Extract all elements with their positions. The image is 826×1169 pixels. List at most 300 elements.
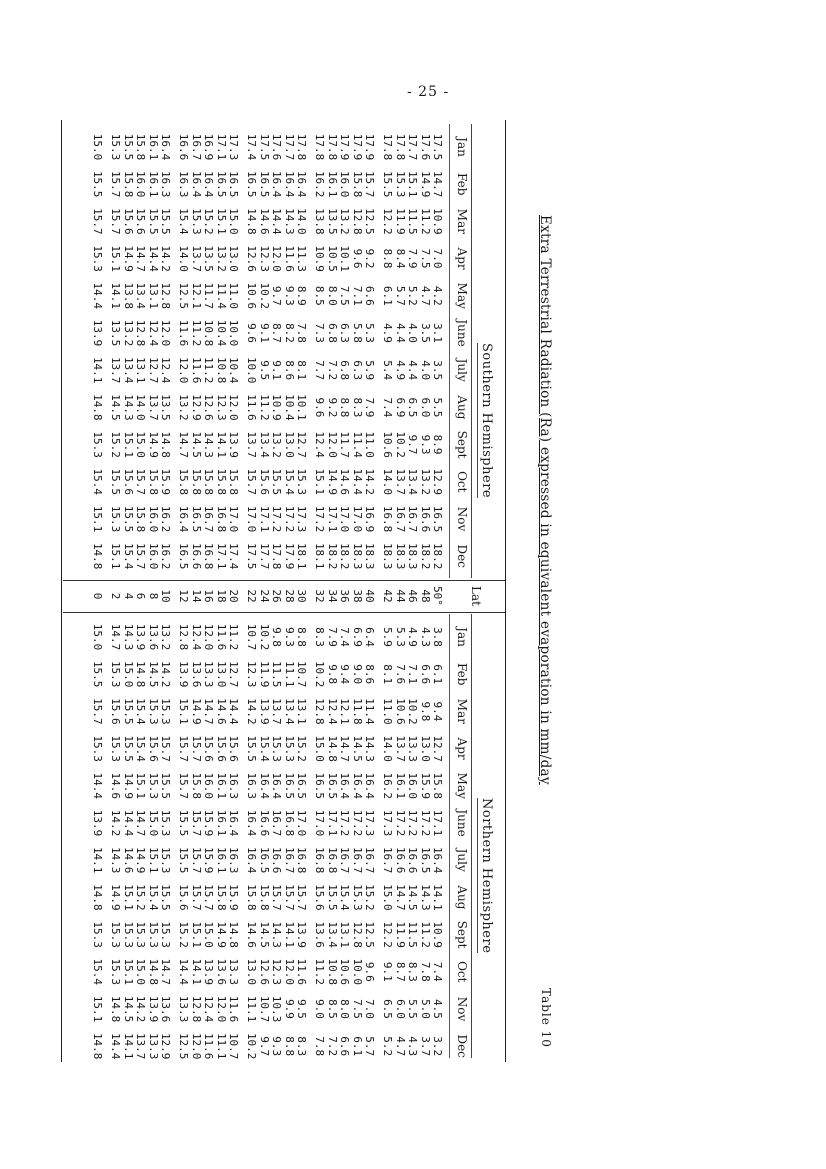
south-value-cell: 4.0 (418, 360, 432, 381)
north-value-cell: 6.1 (431, 664, 444, 685)
north-value-cell: 15.0 (134, 958, 148, 986)
south-month-header: Nov (455, 506, 469, 532)
north-value-cell: 16.4 (431, 846, 444, 874)
south-value-cell: 15.1 (91, 505, 104, 533)
north-value-cell: 9.8 (270, 627, 284, 647)
south-value-cell: 15.7 (245, 468, 259, 496)
south-value-cell: 14.0 (134, 394, 148, 421)
south-value-cell: 14.8 (91, 394, 104, 421)
north-value-cell: 9.8 (325, 664, 339, 685)
north-value-cell: 16.5 (418, 846, 432, 874)
north-value-cell: 15.8 (245, 884, 259, 911)
north-value-cell: 8.1 (381, 664, 395, 685)
north-value-cell: 14.7 (134, 809, 148, 837)
south-value-cell: 17.4 (227, 542, 240, 570)
south-value-cell: 12.7 (146, 356, 160, 384)
north-value-cell: 7.8 (313, 1036, 327, 1057)
north-value-cell: 14.2 (245, 698, 259, 725)
south-value-cell: 8.8 (338, 397, 352, 418)
north-value-cell: 17.2 (338, 809, 352, 837)
south-value-cell: 3.5 (418, 323, 432, 343)
south-value-cell: 8.4 (393, 248, 407, 269)
north-value-cell: 12.4 (202, 995, 216, 1023)
south-value-cell: 17.7 (282, 133, 296, 161)
south-value-cell: 15.9 (159, 468, 172, 496)
north-value-cell: 16.0 (202, 772, 216, 800)
north-value-cell: 11.8 (350, 698, 364, 725)
latitude-cell: 16 (202, 589, 216, 603)
north-value-cell: 15.1 (121, 958, 135, 986)
north-value-cell: 13.6 (189, 660, 203, 688)
latitude-cell: 36 (338, 589, 352, 603)
north-value-cell: 15.1 (189, 921, 203, 948)
south-value-cell: 14.0 (295, 208, 308, 235)
south-value-cell: 12.8 (350, 208, 364, 235)
north-value-cell: 13.2 (159, 623, 172, 651)
north-value-cell: 16.8 (313, 846, 327, 874)
south-value-cell: 16.8 (202, 542, 216, 570)
south-value-cell: 13.5 (159, 394, 172, 421)
north-value-cell: 8.3 (406, 961, 420, 982)
south-value-cell: 13.7 (146, 394, 160, 421)
north-value-cell: 14.3 (418, 884, 432, 911)
south-value-cell: 16.4 (189, 170, 203, 198)
north-value-cell: 14.8 (91, 884, 104, 911)
south-value-cell: 12.6 (245, 245, 259, 272)
north-value-cell: 15.9 (202, 809, 216, 837)
north-value-cell: 14.1 (91, 846, 104, 874)
north-value-cell: 13.9 (295, 921, 308, 948)
south-value-cell: 13.4 (121, 356, 135, 384)
north-value-cell: 14.4 (109, 1032, 123, 1060)
south-value-cell: 15.6 (121, 468, 135, 496)
south-value-cell: 16.5 (245, 170, 259, 198)
south-value-cell: 16.0 (146, 505, 160, 533)
north-value-cell: 7.0 (363, 999, 376, 1019)
south-value-cell: 16.1 (146, 133, 160, 161)
north-value-cell: 14.3 (363, 735, 376, 762)
south-value-cell: 15.5 (121, 133, 135, 161)
north-value-cell: 15.3 (109, 958, 123, 986)
south-value-cell: 11.0 (363, 431, 376, 458)
north-value-cell: 17.1 (431, 809, 444, 837)
south-value-cell: 7.5 (418, 248, 432, 269)
south-value-cell: 17.9 (350, 133, 364, 161)
north-value-cell: 14.9 (109, 884, 123, 911)
latitude-cell: 26 (270, 589, 284, 603)
south-value-cell: 13.7 (109, 356, 123, 384)
south-value-cell: 11.2 (202, 356, 216, 384)
south-value-cell: 16.4 (202, 170, 216, 198)
north-value-cell: 13.3 (146, 1032, 160, 1060)
south-value-cell: 13.2 (270, 431, 284, 458)
north-value-cell: 14.6 (245, 921, 259, 948)
north-value-cell: 16.6 (406, 846, 420, 874)
north-value-cell: 15.4 (338, 884, 352, 911)
south-value-cell: 15.4 (177, 208, 191, 235)
south-value-cell: 13.0 (227, 245, 240, 272)
north-value-cell: 15.4 (91, 958, 104, 986)
south-value-cell: 16.9 (202, 133, 216, 161)
north-value-cell: 14.4 (91, 772, 104, 800)
north-value-cell: 13.0 (418, 735, 432, 762)
north-value-cell: 17.2 (350, 809, 364, 837)
north-value-cell: 8.7 (393, 961, 407, 982)
north-value-cell: 16.7 (363, 846, 376, 874)
north-value-cell: 15.2 (295, 735, 308, 762)
north-value-cell: 16.8 (295, 846, 308, 874)
south-value-cell: 12.2 (381, 208, 395, 235)
north-value-cell: 5.7 (363, 1036, 376, 1057)
north-month-header: Dec (455, 1034, 469, 1058)
north-value-cell: 11.9 (257, 660, 271, 688)
latitude-cell: 6 (134, 592, 148, 600)
north-value-cell: 13.9 (177, 660, 191, 688)
radiation-table (61, 120, 506, 1062)
south-value-cell: 14.9 (146, 431, 160, 458)
north-value-cell: 13.9 (134, 623, 148, 651)
south-value-cell: 15.7 (363, 170, 376, 198)
north-value-cell: 16.6 (257, 809, 271, 837)
north-value-cell: 10.7 (245, 623, 259, 651)
south-value-cell: 13.4 (134, 282, 148, 310)
north-value-cell: 13.7 (393, 735, 407, 762)
south-value-cell: 13.5 (202, 245, 216, 272)
south-value-cell: 17.0 (338, 505, 352, 533)
north-value-cell: 16.3 (227, 846, 240, 874)
north-value-cell: 16.5 (313, 772, 327, 800)
south-value-cell: 16.5 (227, 170, 240, 198)
north-value-cell: 16.7 (381, 846, 395, 874)
north-value-cell: 15.3 (146, 921, 160, 948)
south-value-cell: 13.5 (325, 208, 339, 235)
south-value-cell: 16.5 (189, 505, 203, 533)
south-value-cell: 12.0 (325, 431, 339, 458)
north-value-cell: 6.6 (338, 1036, 352, 1057)
north-value-cell: 14.1 (121, 1032, 135, 1060)
south-value-cell: 11.6 (282, 245, 296, 272)
south-value-cell: 10.1 (338, 245, 352, 272)
south-value-cell: 11.5 (406, 208, 420, 235)
south-value-cell: 15.1 (121, 431, 135, 458)
north-month-header: June (455, 809, 469, 837)
north-value-cell: 6.1 (350, 1036, 364, 1057)
south-value-cell: 17.2 (270, 505, 284, 533)
south-value-cell: 17.1 (214, 133, 228, 161)
south-value-cell: 15.2 (109, 431, 123, 458)
latitude-cell: 34 (325, 589, 339, 603)
south-value-cell: 17.1 (214, 542, 228, 570)
south-value-cell: 15.3 (91, 431, 104, 458)
south-value-cell: 5.4 (381, 360, 395, 381)
south-value-cell: 17.1 (257, 505, 271, 533)
north-value-cell: 7.4 (431, 961, 444, 982)
south-value-cell: 15.6 (257, 468, 271, 496)
north-value-cell: 14.9 (134, 846, 148, 874)
north-month-header: Feb (455, 662, 469, 686)
south-value-cell: 14.7 (431, 170, 444, 198)
north-value-cell: 14.3 (121, 623, 135, 651)
north-value-cell: 9.5 (295, 999, 308, 1019)
south-value-cell: 5.7 (393, 285, 407, 306)
south-value-cell: 6.9 (393, 397, 407, 418)
north-value-cell: 15.8 (431, 772, 444, 800)
north-value-cell: 8.3 (313, 627, 327, 647)
north-value-cell: 8.6 (363, 664, 376, 685)
south-month-header: Sept (455, 430, 469, 459)
north-value-cell: 15.6 (227, 735, 240, 762)
north-value-cell: 9.9 (282, 999, 296, 1019)
north-value-cell: 14.7 (159, 958, 172, 986)
south-value-cell: 7.9 (363, 397, 376, 418)
south-value-cell: 14.6 (257, 208, 271, 235)
north-value-cell: 10.0 (350, 958, 364, 986)
south-value-cell: 15.1 (313, 468, 327, 496)
north-value-cell: 17.0 (313, 809, 327, 837)
north-value-cell: 15.3 (282, 735, 296, 762)
south-value-cell: 16.1 (325, 170, 339, 198)
south-value-cell: 11.3 (295, 245, 308, 272)
north-value-cell: 16.1 (214, 809, 228, 837)
north-value-cell: 15.3 (134, 921, 148, 948)
north-value-cell: 15.6 (177, 884, 191, 911)
north-value-cell: 14.6 (214, 698, 228, 725)
south-value-cell: 17.1 (325, 505, 339, 533)
south-value-cell: 8.8 (381, 248, 395, 269)
south-value-cell: 8.0 (325, 285, 339, 306)
north-value-cell: 13.7 (270, 698, 284, 725)
south-value-cell: 8.3 (350, 397, 364, 418)
north-value-cell: 10.6 (338, 958, 352, 986)
north-value-cell: 7.9 (325, 627, 339, 647)
north-value-cell: 13.6 (214, 958, 228, 986)
north-value-cell: 15.2 (134, 884, 148, 911)
south-value-cell: 12.3 (257, 245, 271, 272)
north-value-cell: 15.6 (146, 735, 160, 762)
south-value-cell: 13.1 (134, 356, 148, 384)
north-value-cell: 3.8 (431, 627, 444, 647)
south-value-cell: 16.2 (159, 542, 172, 570)
north-value-cell: 11.6 (295, 958, 308, 986)
north-value-cell: 15.3 (159, 809, 172, 837)
south-value-cell: 14.3 (202, 431, 216, 458)
north-value-cell: 15.1 (177, 698, 191, 725)
north-value-cell: 10.7 (295, 660, 308, 688)
south-value-cell: 15.7 (134, 468, 148, 496)
latitude-cell: 0 (91, 592, 104, 600)
south-value-cell: 15.2 (202, 208, 216, 235)
north-value-cell: 11.6 (214, 623, 228, 651)
north-value-cell: 14.9 (214, 921, 228, 948)
south-value-cell: 9.6 (245, 323, 259, 343)
south-value-cell: 16.4 (270, 170, 284, 198)
north-value-cell: 12.1 (338, 698, 352, 725)
south-value-cell: 15.8 (134, 505, 148, 533)
north-value-cell: 15.9 (418, 772, 432, 800)
south-value-cell: 5.9 (363, 360, 376, 381)
south-value-cell: 15.3 (393, 170, 407, 198)
south-value-cell: 14.9 (121, 245, 135, 272)
south-value-cell: 15.8 (350, 170, 364, 198)
north-value-cell: 10.2 (313, 660, 327, 688)
north-value-cell: 13.6 (313, 921, 327, 948)
north-value-cell: 15.3 (350, 884, 364, 911)
north-value-cell: 14.5 (146, 660, 160, 688)
south-value-cell: 8.6 (282, 360, 296, 381)
south-value-cell: 6.6 (363, 285, 376, 306)
south-value-cell: 18.2 (418, 542, 432, 570)
south-value-cell: 12.5 (177, 282, 191, 310)
north-value-cell: 12.4 (325, 698, 339, 725)
south-value-cell: 16.9 (363, 505, 376, 533)
north-value-cell: 15.7 (202, 884, 216, 911)
south-value-cell: 7.3 (313, 323, 327, 343)
south-value-cell: 11.7 (338, 431, 352, 458)
north-value-cell: 15.1 (121, 884, 135, 911)
north-value-cell: 10.9 (431, 921, 444, 948)
south-value-cell: 6.0 (418, 397, 432, 418)
south-value-cell: 10.6 (245, 282, 259, 310)
south-value-cell: 11.6 (245, 394, 259, 421)
south-value-cell: 5.2 (406, 285, 420, 306)
south-value-cell: 12.0 (227, 394, 240, 421)
south-value-cell: 10.9 (270, 394, 284, 421)
south-value-cell: 17.2 (282, 505, 296, 533)
south-value-cell: 11.2 (189, 319, 203, 347)
south-value-cell: 14.9 (418, 170, 432, 198)
north-value-cell: 17.3 (363, 809, 376, 837)
north-value-cell: 12.3 (245, 660, 259, 688)
north-value-cell: 15.5 (159, 884, 172, 911)
north-value-cell: 7.5 (350, 999, 364, 1019)
south-value-cell: 12.4 (159, 356, 172, 384)
north-value-cell: 9.4 (431, 701, 444, 722)
north-column-header-rule (449, 614, 450, 1058)
south-value-cell: 6.1 (381, 285, 395, 306)
south-value-cell: 8.5 (313, 285, 327, 306)
south-value-cell: 10.4 (282, 394, 296, 421)
north-value-cell: 13.1 (295, 698, 308, 725)
north-value-cell: 7.1 (406, 664, 420, 685)
north-value-cell: 12.4 (189, 623, 203, 651)
south-value-cell: 13.7 (189, 245, 203, 272)
north-value-cell: 16.4 (350, 772, 364, 800)
south-value-cell: 14.5 (189, 431, 203, 458)
south-value-cell: 5.8 (350, 323, 364, 343)
south-value-cell: 18.3 (406, 542, 420, 570)
latitude-cell: 50° (431, 586, 444, 606)
page-number: - 25 - (407, 84, 450, 100)
north-value-cell: 12.3 (270, 958, 284, 986)
south-value-cell: 4.2 (431, 285, 444, 306)
south-value-cell: 3.1 (431, 323, 444, 343)
south-value-cell: 15.3 (91, 245, 104, 272)
south-value-cell: 4.0 (406, 323, 420, 343)
north-value-cell: 16.4 (338, 772, 352, 800)
south-value-cell: 16.1 (146, 170, 160, 198)
south-value-cell: 15.3 (295, 468, 308, 496)
south-value-cell: 16.7 (189, 133, 203, 161)
south-value-cell: 11.4 (214, 282, 228, 310)
latitude-cell: 46 (406, 589, 420, 603)
north-value-cell: 12.2 (381, 921, 395, 948)
south-value-cell: 12.8 (159, 282, 172, 310)
south-column-header-rule (449, 124, 450, 578)
south-value-cell: 11.0 (227, 282, 240, 310)
north-value-cell: 16.5 (325, 772, 339, 800)
north-month-header: Sept (455, 920, 469, 949)
south-value-cell: 16.2 (313, 170, 327, 198)
north-value-cell: 15.7 (189, 809, 203, 837)
north-value-cell: 14.4 (121, 809, 135, 837)
south-value-cell: 17.9 (363, 133, 376, 161)
south-value-cell: 15.5 (146, 208, 160, 235)
table-header-band (506, 120, 566, 1062)
rotated-table-page (61, 120, 566, 1062)
south-value-cell: 15.1 (406, 170, 420, 198)
north-value-cell: 12.0 (202, 623, 216, 651)
south-value-cell: 15.8 (146, 468, 160, 496)
south-value-cell: 13.4 (257, 431, 271, 458)
south-value-cell: 14.0 (177, 245, 191, 272)
south-value-cell: 15.7 (91, 208, 104, 235)
north-value-cell: 15.5 (121, 698, 135, 725)
north-value-cell: 13.9 (146, 995, 160, 1023)
latitude-cell: 18 (214, 589, 228, 603)
south-value-cell: 14.4 (350, 468, 364, 496)
south-value-cell: 16.5 (431, 505, 444, 533)
south-value-cell: 13.8 (313, 208, 327, 235)
north-value-cell: 15.4 (134, 735, 148, 762)
south-value-cell: 15.5 (381, 170, 395, 198)
south-value-cell: 7.0 (431, 248, 444, 269)
north-value-cell: 13.1 (338, 921, 352, 948)
south-value-cell: 7.2 (325, 360, 339, 381)
north-value-cell: 14.8 (109, 995, 123, 1023)
northern-hemisphere-heading: Northern Hemisphere (479, 798, 494, 954)
north-value-cell: 11.0 (381, 698, 395, 725)
north-value-cell: 5.3 (393, 627, 407, 647)
north-value-cell: 15.7 (189, 846, 203, 874)
south-value-cell: 13.2 (338, 208, 352, 235)
north-value-cell: 5.2 (381, 1036, 395, 1057)
latitude-cell: 32 (313, 589, 327, 603)
north-value-cell: 14.1 (431, 884, 444, 911)
latitude-cell: 22 (245, 589, 259, 603)
north-value-cell: 12.8 (177, 623, 191, 651)
north-value-cell: 15.0 (91, 623, 104, 651)
north-value-cell: 13.9 (91, 809, 104, 837)
north-value-cell: 11.6 (227, 995, 240, 1023)
north-value-cell: 12.5 (363, 921, 376, 948)
north-value-cell: 13.0 (245, 958, 259, 986)
south-value-cell: 15.5 (270, 468, 284, 496)
south-value-cell: 17.8 (295, 133, 308, 161)
south-value-cell: 4.9 (393, 360, 407, 381)
south-value-cell: 15.0 (91, 133, 104, 161)
north-value-cell: 14.8 (325, 735, 339, 762)
north-value-cell: 8.0 (338, 999, 352, 1019)
north-value-cell: 17.0 (295, 809, 308, 837)
south-value-cell: 14.8 (159, 431, 172, 458)
south-value-cell: 11.4 (350, 431, 364, 458)
north-value-cell: 15.0 (121, 660, 135, 688)
south-value-cell: 13.8 (121, 282, 135, 310)
south-value-cell: 11.9 (393, 208, 407, 235)
north-value-cell: 16.4 (363, 772, 376, 800)
south-value-cell: 18.3 (350, 542, 364, 570)
south-value-cell: 14.1 (214, 431, 228, 458)
